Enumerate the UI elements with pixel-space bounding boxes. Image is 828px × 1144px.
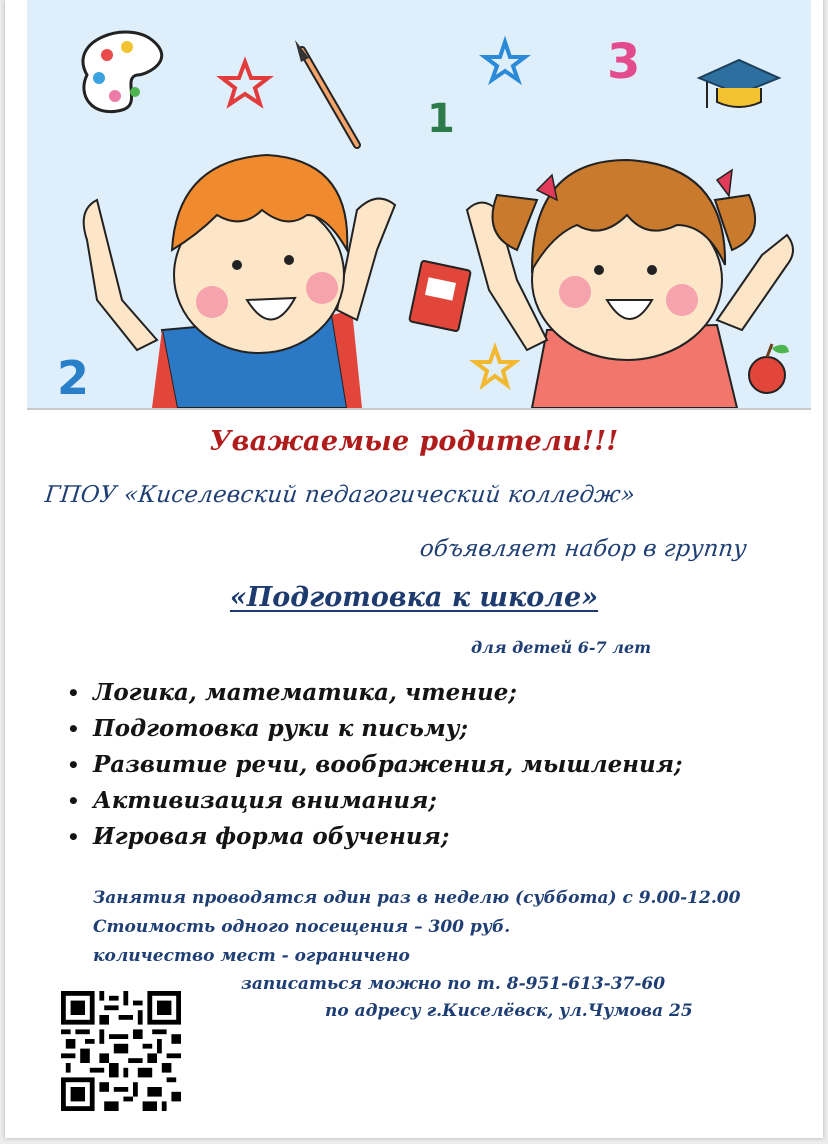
bullet-icon: • [67, 681, 80, 705]
bullet-icon: • [67, 717, 80, 741]
seats-text: количество мест - ограничено [93, 946, 410, 966]
price-text: Стоимость одного посещения – 300 руб. [93, 917, 511, 937]
star-icon [222, 62, 268, 104]
group-title: «Подготовка к школе» [229, 582, 599, 613]
greeting-heading: Уважаемые родители!!! [209, 426, 619, 457]
bullet-icon: • [67, 825, 80, 849]
list-item: • Развитие речи, воображения, мышления; [67, 747, 683, 783]
bullet-icon: • [67, 753, 80, 777]
number-one: 1 [427, 96, 455, 142]
college-name: ГПОУ «Киселевский педагогический колледж» [43, 482, 637, 508]
list-item: • Логика, математика, чтение; [67, 675, 683, 711]
girl-figure [467, 160, 793, 408]
palette-icon [83, 32, 162, 112]
address-text: по адресу г.Киселёвск, ул.Чумова 25 [325, 1001, 693, 1021]
apple-icon [749, 344, 789, 393]
list-item: • Игровая форма обучения; [67, 819, 683, 855]
brush-icon [295, 40, 357, 145]
flyer-page [5, 0, 823, 1138]
list-item: • Подготовка руки к письму; [67, 711, 683, 747]
phone-text: записаться можно по т. 8-951-613-37-60 [241, 974, 666, 994]
bullet-icon: • [67, 789, 80, 813]
schedule-text: Занятия проводятся один раз в неделю (суббота) с 9.00-12.00 [93, 888, 741, 908]
boy-figure [84, 155, 395, 408]
star-icon [485, 42, 525, 80]
age-range: для детей 6-7 лет [471, 638, 652, 657]
list-item: • Активизация внимания; [67, 783, 683, 819]
features-list [67, 675, 683, 855]
star-icon [475, 348, 515, 385]
number-three: 3 [607, 34, 641, 90]
book-icon [409, 260, 471, 331]
graduation-cap-icon [699, 60, 779, 108]
kids-illustration [27, 0, 811, 408]
banner-illustration [27, 0, 811, 410]
qr-code-icon[interactable] [61, 991, 181, 1111]
announcement-text: объявляет набор в группу [418, 536, 748, 562]
number-two: 2 [57, 351, 90, 405]
